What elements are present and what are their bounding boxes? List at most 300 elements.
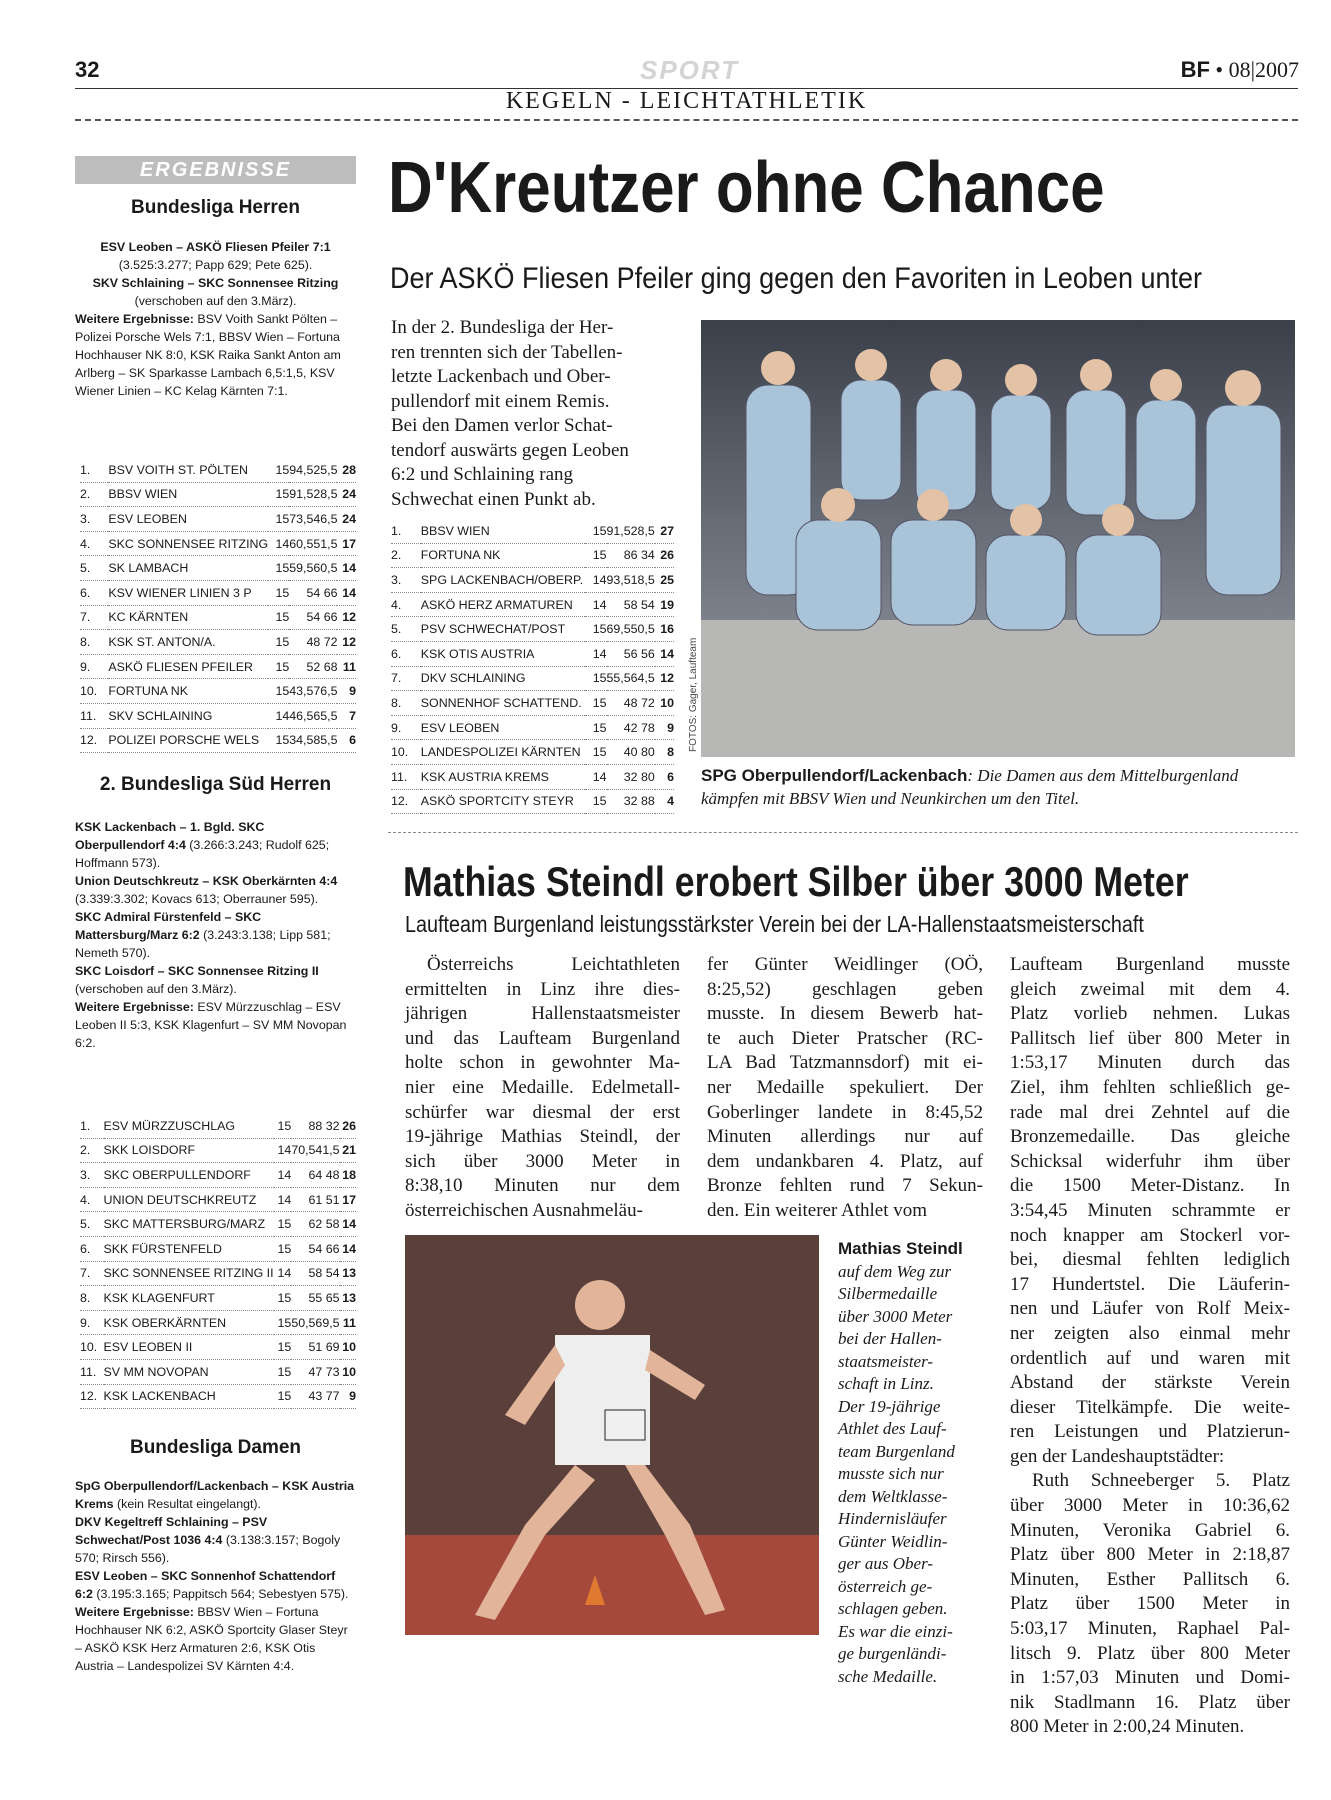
points-cell: 14	[337, 556, 356, 581]
games-cell: 14	[274, 1187, 292, 1212]
section-label: SPORT	[640, 55, 740, 85]
table-row	[391, 592, 674, 617]
text-line: Pallitsch lief über 800 Meter in	[1010, 1027, 1290, 1049]
team-cell: ESV MÜRZZUSCHLAG	[104, 1114, 274, 1138]
score-cell: 91,528,5	[607, 519, 655, 543]
score-cell: 42 78	[607, 715, 655, 740]
rank-cell: 1.	[391, 519, 421, 543]
issue-number: 08|2007	[1228, 57, 1299, 82]
points-cell: 14	[337, 580, 356, 605]
text-line: fer Günter Weidlinger (OÖ,	[707, 954, 983, 975]
rank-cell: 7.	[80, 605, 108, 630]
points-cell: 11	[340, 1310, 356, 1335]
rank-cell: 10.	[391, 740, 421, 765]
text-line: musste. In diesem Bewerb hat-	[707, 1003, 983, 1025]
text-line: noch knapper am Stockerl vor-	[1010, 1224, 1290, 1246]
games-cell: 14	[585, 641, 607, 666]
team-cell: KSK ST. ANTON/A.	[108, 630, 268, 655]
text-line: bei, diesmal fehlten lediglich	[1010, 1249, 1290, 1271]
table-row	[391, 568, 674, 593]
team-cell: UNION DEUTSCHKREUTZ	[104, 1187, 274, 1212]
text-line: ner zeigten also einmal mehr	[1010, 1322, 1290, 1344]
caption-line: staatsmeister-	[838, 1351, 934, 1371]
table-row	[80, 1310, 356, 1335]
text-line: LA Bad Tatzmannsdorf) mit ei-	[707, 1052, 983, 1074]
result-bold: KSK Lackenbach – 1. Bgld. SKC Oberpullendorf 4:4	[75, 820, 265, 852]
points-cell: 9	[655, 715, 674, 740]
caption-line: team Burgenland	[838, 1441, 955, 1461]
caption-line: Hindernisläufer	[838, 1509, 947, 1528]
games-cell: 15	[274, 1286, 292, 1311]
team-cell: SKC MATTERSBURG/MARZ	[104, 1212, 274, 1237]
points-cell: 10	[655, 691, 674, 716]
points-cell: 13	[340, 1286, 356, 1311]
text-line: jährigen Hallenstaatsmeister	[405, 1003, 680, 1025]
table-row	[80, 1335, 356, 1360]
result-bold: SKC Loisdorf – SKC Sonnensee Ritzing II	[75, 964, 319, 978]
games-cell: 15	[274, 1359, 292, 1384]
rank-cell: 5.	[80, 556, 108, 581]
points-cell: 26	[340, 1114, 356, 1138]
games-cell: 15	[585, 519, 607, 543]
games-cell: 15	[585, 666, 607, 691]
rank-cell: 5.	[391, 617, 421, 642]
points-cell: 14	[340, 1212, 356, 1237]
table-row	[391, 666, 674, 691]
team-photo-illustration	[701, 320, 1295, 757]
team-cell: ASKÖ FLIESEN PFEILER	[108, 654, 268, 679]
points-cell: 10	[340, 1335, 356, 1360]
text-line: Minuten, Esther Pallitsch 6.	[1010, 1568, 1290, 1590]
team-cell: SKC SONNENSEE RITZING	[108, 531, 268, 556]
rank-cell: 1.	[80, 1114, 104, 1138]
score-cell: 55 65	[291, 1286, 339, 1311]
score-cell: 43 77	[291, 1384, 339, 1409]
points-cell: 11	[337, 654, 356, 679]
text-line: ren trennten sich der Tabellen-	[391, 341, 623, 363]
text-line: österreichischen Ausnahmeläu-	[405, 1199, 643, 1221]
rank-cell: 10.	[80, 679, 108, 704]
text-line: dieser Titelkämpfe. Die weite-	[1010, 1396, 1290, 1418]
table-row	[80, 1359, 356, 1384]
result-text: (3.138:3.157; Bogoly 570; Rirsch 556).	[75, 1533, 341, 1565]
score-cell: 47 73	[291, 1359, 339, 1384]
bl-herren-table	[80, 458, 356, 753]
rank-cell: 5.	[80, 1212, 104, 1237]
caption-line: auf dem Weg zur	[838, 1261, 952, 1281]
table-row	[80, 580, 356, 605]
score-cell: 51 69	[291, 1335, 339, 1360]
team-cell: ASKÖ SPORTCITY STEYR	[421, 789, 585, 814]
rank-cell: 2.	[80, 482, 108, 507]
publication-name: BF	[1180, 57, 1210, 82]
team-cell: POLIZEI PORSCHE WELS	[108, 728, 268, 753]
points-cell: 14	[340, 1236, 356, 1261]
caption-line: bei der Hallen-	[838, 1329, 942, 1348]
caption-line: ge burgenländi-	[838, 1644, 947, 1663]
text-line: Minuten, Veronika Gabriel 6.	[1010, 1519, 1290, 1541]
games-cell: 15	[268, 507, 289, 532]
result-bold: DKV Kegeltreff Schlaining – PSV Schwechat/Post 1036 4:4	[75, 1515, 268, 1547]
result-text: (3.243:3.138; Lipp 581; Nemeth 570).	[75, 928, 331, 960]
caption-line: dem Weltklasse-	[838, 1486, 948, 1506]
games-cell: 15	[585, 740, 607, 765]
result-text: BSV Voith Sankt Pölten – Polizei Porsche Wels 7:1, BBSV Wien – Fortuna Hochhauser NK 8:0, KSK Raika Sankt Anton am Arlberg – SK Sparkasse Lambach 6,5:1,5, KSV Wiener Linien – KC Kelag Kärnten 7:1.	[75, 312, 341, 398]
score-cell: 70,541,5	[291, 1138, 339, 1163]
text-line: 6:2 und Schlaining rang	[391, 464, 574, 485]
text-line: Schicksal widerfuhr ihm über	[1010, 1150, 1290, 1172]
rank-cell: 1.	[80, 458, 108, 482]
publication-issue: BF • 08|2007	[1180, 57, 1299, 82]
rank-cell: 7.	[80, 1261, 104, 1286]
games-cell: 15	[585, 691, 607, 716]
text-line: sich über 3000 Meter in	[405, 1150, 680, 1172]
text-line: über 3000 Meter in 10:36,62	[1010, 1495, 1290, 1517]
team-cell: KSK LACKENBACH	[104, 1384, 274, 1409]
points-cell: 8	[655, 740, 674, 765]
games-cell: 15	[585, 543, 607, 568]
text-line: Ziel, ihm fehlten schließlich ge-	[1010, 1076, 1290, 1098]
article1-headline: D'Kreutzer ohne Chance	[388, 148, 1105, 228]
text-line: nik Stadlmann 16. Platz über	[1010, 1691, 1290, 1713]
text-line: litsch 9. Platz über 800 Meter	[1010, 1642, 1290, 1664]
result-text: (3.266:3.243; Rudolf 625; Hoffmann 573).	[75, 838, 330, 870]
points-cell: 12	[655, 666, 674, 691]
games-cell: 14	[585, 568, 607, 593]
team-cell: ESV LEOBEN	[421, 715, 585, 740]
text-line: dem undankbaren 4. Platz, auf	[707, 1150, 983, 1172]
table-row	[80, 482, 356, 507]
result-bold: Weitere Ergebnisse:	[75, 1605, 194, 1619]
text-line: nen und Läufer von Rolf Meix-	[1010, 1298, 1290, 1320]
team-cell: KSK KLAGENFURT	[104, 1286, 274, 1311]
text-line: schürfer war diesmal der erst	[405, 1101, 680, 1123]
text-line: die 1500 Meter-Distanz. In	[1010, 1175, 1290, 1197]
table-row	[80, 703, 356, 728]
team-photo-caption	[701, 764, 1295, 810]
points-cell: 9	[337, 679, 356, 704]
score-cell: 54 66	[289, 605, 337, 630]
rank-cell: 6.	[80, 580, 108, 605]
caption-line: Silbermedaille	[838, 1284, 938, 1303]
team-cell: SPG LACKENBACH/OBERP.	[421, 568, 585, 593]
score-cell: 93,518,5	[607, 568, 655, 593]
games-cell: 14	[268, 531, 289, 556]
text-line: 800 Meter in 2:00,24 Minuten.	[1010, 1716, 1245, 1738]
text-line: Platz über 800 Meter in 2:18,87	[1010, 1544, 1290, 1566]
score-cell: 60,551,5	[289, 531, 337, 556]
team-cell: FORTUNA NK	[108, 679, 268, 704]
text-line: ner Medaille spekuliert. Der	[707, 1076, 983, 1098]
caption-line: österreich ge-	[838, 1576, 933, 1596]
team-cell: ESV LEOBEN	[108, 507, 268, 532]
result-text: (verschoben auf den 3.März).	[134, 294, 297, 308]
score-cell: 58 54	[607, 592, 655, 617]
games-cell: 15	[585, 715, 607, 740]
table-row	[80, 1236, 356, 1261]
points-cell: 28	[337, 458, 356, 482]
article2-headline: Mathias Steindl erobert Silber über 3000 Meter	[403, 858, 1189, 905]
bl-damen-table	[391, 519, 674, 814]
text-line: Abstand der stärkste Verein	[1010, 1372, 1290, 1394]
score-cell: 86 34	[607, 543, 655, 568]
table-row	[80, 458, 356, 482]
rank-cell: 2.	[80, 1138, 104, 1163]
games-cell: 15	[268, 482, 289, 507]
text-line: Ruth Schneeberger 5. Platz	[1032, 1470, 1290, 1492]
text-line: In der 2. Bundesliga der Her-	[391, 317, 614, 338]
score-cell: 48 72	[607, 691, 655, 716]
table-row	[391, 543, 674, 568]
table-row	[80, 1212, 356, 1237]
text-line: Platz vorlieb nehmen. Lukas	[1010, 1003, 1290, 1025]
text-line: tendorf auswärts gegen Leoben	[391, 439, 629, 461]
text-line: te auch Dieter Pratscher (RC-	[707, 1027, 983, 1049]
points-cell: 10	[340, 1359, 356, 1384]
table-row	[80, 1261, 356, 1286]
score-cell: 59,560,5	[289, 556, 337, 581]
score-cell: 88 32	[291, 1114, 339, 1138]
header-dashed-rule	[75, 119, 1298, 121]
rank-cell: 9.	[391, 715, 421, 740]
result-bold: Weitere Ergebnisse:	[75, 312, 194, 326]
points-cell: 13	[340, 1261, 356, 1286]
team-cell: BSV VOITH ST. PÖLTEN	[108, 458, 268, 482]
games-cell: 15	[268, 728, 289, 753]
points-cell: 9	[340, 1384, 356, 1409]
table-row	[80, 1384, 356, 1409]
team-cell: SKK FÜRSTENFELD	[104, 1236, 274, 1261]
team-cell: KSK AUSTRIA KREMS	[421, 764, 585, 789]
caption-text: : Die Damen aus dem Mittelburgenland kämpfen mit BBSV Wien und Neunkirchen um den Titel.	[701, 766, 1239, 808]
text-line: Laufteam Burgenland musste	[1010, 954, 1290, 975]
points-cell: 16	[655, 617, 674, 642]
rubric-title: KEGELN - LEICHTATHLETIK	[505, 88, 868, 114]
score-cell: 55,564,5	[607, 666, 655, 691]
rank-cell: 11.	[80, 703, 108, 728]
article2-column-2	[707, 953, 983, 1224]
article2-column-3	[1010, 953, 1290, 1740]
games-cell: 14	[274, 1138, 292, 1163]
article2-column-1	[405, 953, 680, 1224]
text-line: 5:03,17 Minuten, Raphael Pal-	[1010, 1618, 1290, 1640]
points-cell: 6	[337, 728, 356, 753]
caption-line: schlagen geben.	[838, 1599, 948, 1618]
rank-cell: 4.	[391, 592, 421, 617]
rank-cell: 3.	[80, 1163, 104, 1188]
score-cell: 52 68	[289, 654, 337, 679]
games-cell: 15	[268, 556, 289, 581]
runner-photo-caption	[838, 1238, 998, 1688]
text-line: holte schon in gewohnter Ma-	[405, 1052, 680, 1074]
text-line: 8:38,10 Minuten nur dem	[405, 1175, 680, 1197]
text-line: Minuten allerdings nur auf	[707, 1126, 983, 1148]
team-cell: LANDESPOLIZEI KÄRNTEN	[421, 740, 585, 765]
table-row	[391, 789, 674, 814]
table-row	[80, 728, 356, 753]
score-cell: 34,585,5	[289, 728, 337, 753]
points-cell: 18	[340, 1163, 356, 1188]
result-bold: SKV Schlaining – SKC Sonnensee Ritzing	[92, 276, 339, 290]
games-cell: 15	[274, 1310, 292, 1335]
text-line: gen der Landeshauptstädter:	[1010, 1445, 1225, 1467]
score-cell: 64 48	[291, 1163, 339, 1188]
table-row	[80, 1138, 356, 1163]
text-line: Österreichs Leichtathleten	[427, 954, 680, 975]
result-bold: SKC Admiral Fürstenfeld – SKC Mattersburg/Marz 6:2	[75, 910, 262, 942]
caption-line: schaft in Linz.	[838, 1374, 934, 1393]
rank-cell: 3.	[80, 507, 108, 532]
score-cell: 61 51	[291, 1187, 339, 1212]
table-row	[80, 531, 356, 556]
table-row	[80, 556, 356, 581]
table-row	[80, 1114, 356, 1138]
article-separator	[388, 832, 1298, 833]
games-cell: 15	[274, 1114, 292, 1138]
rank-cell: 12.	[391, 789, 421, 814]
result-bold: ESV Leoben – ASKÖ Fliesen Pfeiler 7:1	[100, 240, 331, 254]
text-line: in 1:57,03 Minuten und Domi-	[1010, 1667, 1290, 1689]
result-bold: SpG Oberpullendorf/Lackenbach – KSK Austria Krems	[75, 1479, 355, 1511]
points-cell: 12	[337, 630, 356, 655]
rank-cell: 8.	[391, 691, 421, 716]
rank-cell: 4.	[80, 1187, 104, 1212]
table-row	[80, 1187, 356, 1212]
table-row	[391, 691, 674, 716]
rank-cell: 11.	[391, 764, 421, 789]
points-cell: 17	[337, 531, 356, 556]
result-text: (verschoben auf den 3.März).	[75, 982, 237, 996]
caption-name: Mathias Steindl	[838, 1239, 963, 1258]
rank-cell: 4.	[80, 531, 108, 556]
caption-line: Es war die einzi-	[838, 1621, 953, 1641]
games-cell: 15	[274, 1335, 292, 1360]
team-cell: KSV WIENER LINIEN 3 P	[108, 580, 268, 605]
text-line: gleich zweimal mit dem 4.	[1010, 978, 1290, 1000]
score-cell: 58 54	[291, 1261, 339, 1286]
games-cell: 15	[268, 630, 289, 655]
result-text: (kein Resultat eingelangt).	[117, 1497, 261, 1511]
team-cell: SKV SCHLAINING	[108, 703, 268, 728]
rank-cell: 3.	[391, 568, 421, 593]
games-cell: 15	[274, 1384, 292, 1409]
runner-photo-illustration	[405, 1235, 819, 1635]
article1-intro	[391, 316, 667, 512]
score-cell: 46,565,5	[289, 703, 337, 728]
text-line: Bronze fehlten rund 7 Sekun-	[707, 1175, 983, 1197]
rank-cell: 8.	[80, 1286, 104, 1311]
points-cell: 24	[337, 507, 356, 532]
games-cell: 15	[268, 679, 289, 704]
team-cell: SKC OBERPULLENDORF	[104, 1163, 274, 1188]
table-row	[80, 1163, 356, 1188]
score-cell: 48 72	[289, 630, 337, 655]
team-photo	[701, 320, 1295, 757]
result-text: (3.525:3.277; Papp 629; Pete 625).	[118, 258, 313, 272]
caption-line: musste sich nur	[838, 1464, 944, 1483]
bl-damen-title: Bundesliga Damen	[129, 1437, 302, 1458]
rank-cell: 9.	[80, 1310, 104, 1335]
team-cell: SV MM NOVOPAN	[104, 1359, 274, 1384]
table-row	[80, 679, 356, 704]
table-row	[391, 764, 674, 789]
team-cell: ESV LEOBEN II	[104, 1335, 274, 1360]
table-row	[391, 715, 674, 740]
result-text: (3.339:3.302; Kovacs 613; Oberrauner 595).	[75, 892, 319, 906]
caption-line: Günter Weidlin-	[838, 1531, 948, 1551]
points-cell: 4	[655, 789, 674, 814]
team-cell: ASKÖ HERZ ARMATUREN	[421, 592, 585, 617]
ergebnisse-label: ERGEBNISSE	[139, 159, 292, 181]
article2-subheadline: Laufteam Burgenland leistungsstärkster Verein bei der LA-Hallenstaatsmeisterschaft	[405, 911, 1144, 937]
text-line: 3:54,45 Minuten schrammte er	[1010, 1199, 1290, 1221]
games-cell: 14	[585, 764, 607, 789]
team-cell: FORTUNA NK	[421, 543, 585, 568]
table-row	[80, 605, 356, 630]
text-line: Platz über 1500 Meter in	[1010, 1593, 1290, 1615]
caption-line: sche Medaille.	[838, 1666, 938, 1686]
rank-cell: 9.	[80, 654, 108, 679]
rank-cell: 2.	[391, 543, 421, 568]
score-cell: 91,528,5	[289, 482, 337, 507]
caption-line: über 3000 Meter	[838, 1306, 953, 1326]
points-cell: 26	[655, 543, 674, 568]
text-line: pullendorf mit einem Remis.	[391, 390, 610, 412]
rank-cell: 10.	[80, 1335, 104, 1360]
points-cell: 27	[655, 519, 674, 543]
games-cell: 14	[268, 703, 289, 728]
score-cell: 40 80	[607, 740, 655, 765]
rank-cell: 7.	[391, 666, 421, 691]
points-cell: 12	[337, 605, 356, 630]
score-cell: 56 56	[607, 641, 655, 666]
caption-bold: SPG Oberpullendorf/Lackenbach	[701, 766, 968, 785]
text-line: letzte Lackenbach und Ober-	[391, 366, 611, 387]
team-cell: KSK OBERKÄRNTEN	[104, 1310, 274, 1335]
points-cell: 25	[655, 568, 674, 593]
score-cell: 32 80	[607, 764, 655, 789]
text-line: rade mal drei Zehntel auf die	[1010, 1101, 1290, 1123]
result-bold: Union Deutschkreutz – KSK Oberkärnten 4:4	[75, 874, 338, 888]
rank-cell: 8.	[80, 630, 108, 655]
rank-cell: 6.	[391, 641, 421, 666]
score-cell: 32 88	[607, 789, 655, 814]
team-cell: SONNENHOF SCHATTEND.	[421, 691, 585, 716]
games-cell: 14	[585, 592, 607, 617]
score-cell: 69,550,5	[607, 617, 655, 642]
points-cell: 24	[337, 482, 356, 507]
points-cell: 7	[337, 703, 356, 728]
points-cell: 6	[655, 764, 674, 789]
text-line: 17 Hundertstel. Die Läuferin-	[1010, 1273, 1290, 1295]
result-text: BBSV Wien – Fortuna Hochhauser NK 6:2, ASKÖ Sportcity Glaser Steyr – ASKÖ KSK Herz Armaturen 2:6, KSK Otis Austria – Landespolizei SV Kärnten 4:4.	[75, 1605, 348, 1673]
result-bold: Weitere Ergebnisse:	[75, 1000, 194, 1014]
rank-cell: 12.	[80, 1384, 104, 1409]
bl2-sued-title: 2. Bundesliga Süd Herren	[99, 774, 332, 795]
games-cell: 15	[274, 1212, 292, 1237]
table-row	[80, 1286, 356, 1311]
points-cell: 21	[340, 1138, 356, 1163]
table-row	[391, 740, 674, 765]
team-cell: SKC SONNENSEE RITZING II	[104, 1261, 274, 1286]
team-cell: SK LAMBACH	[108, 556, 268, 581]
text-line: Goberlinger landete in 8:45,52	[707, 1101, 983, 1123]
rank-cell: 11.	[80, 1359, 104, 1384]
table-row	[391, 641, 674, 666]
text-line: Bronzemedaille. Das gleiche	[1010, 1126, 1290, 1148]
text-line: ordentlich auf und waren mit	[1010, 1347, 1290, 1369]
result-bold: ESV Leoben – SKC Sonnenhof Schattendorf 6:2	[75, 1569, 336, 1601]
